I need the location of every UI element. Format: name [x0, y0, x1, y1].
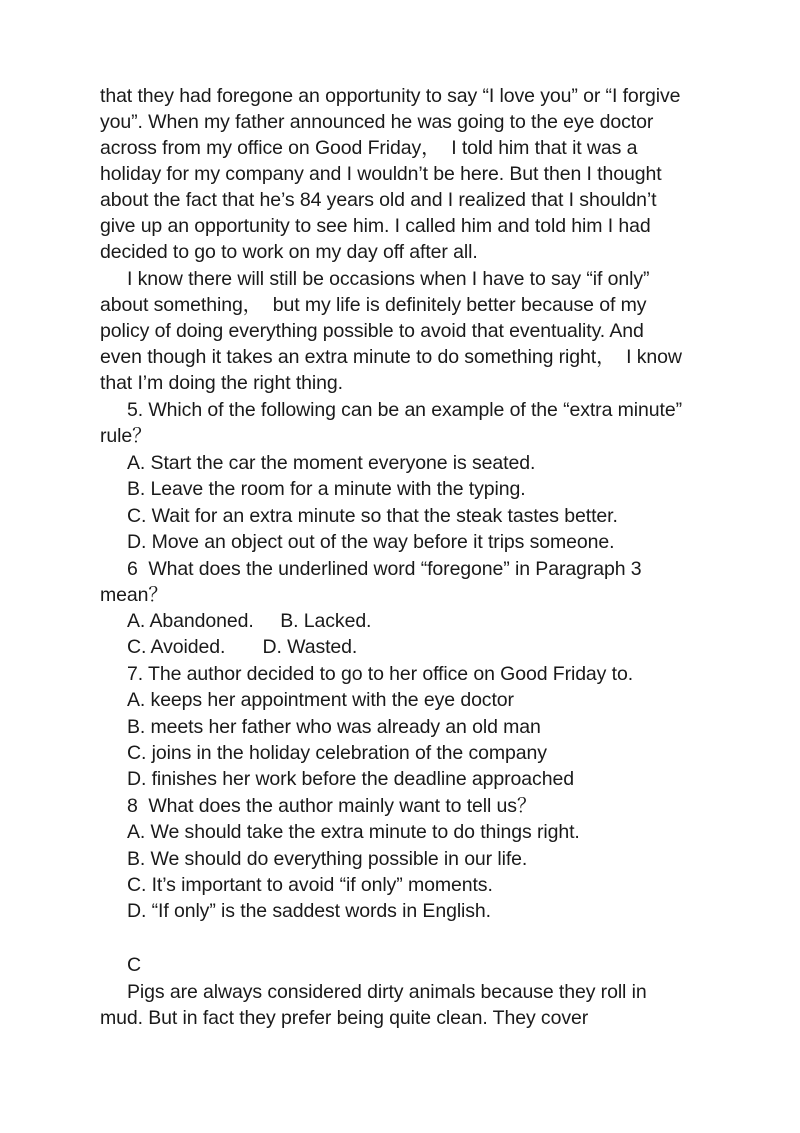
- question-stem: 7. The author decided to go to her office on Good Friday to.: [127, 663, 634, 685]
- answer-option: D. finishes her work before the deadline approached: [127, 768, 574, 790]
- body-line: policy of doing everything possible to avoid that eventuality. And: [100, 320, 644, 342]
- question-stem: 6 What does the underlined word “foregone” in Paragraph 3: [127, 558, 642, 580]
- answer-option: A. keeps her appointment with the eye doctor: [127, 689, 514, 711]
- body-line: Pigs are always considered dirty animals because they roll in: [127, 981, 647, 1003]
- body-line: decided to go to work on my day off after all.: [100, 241, 478, 263]
- question-stem: 5. Which of the following can be an example of the “extra minute”: [127, 399, 682, 421]
- body-line: holiday for my company and I wouldn’t be here. But then I thought: [100, 163, 662, 185]
- question-stem: mean？: [100, 584, 168, 606]
- body-line: that I’m doing the right thing.: [100, 372, 343, 394]
- answer-option: B. We should do everything possible in our life.: [127, 848, 528, 870]
- body-line: about the fact that he’s 84 years old and I realized that I shouldn’t: [100, 189, 657, 211]
- body-line: that they had foregone an opportunity to say “I love you” or “I forgive: [100, 85, 681, 107]
- body-line: I know there will still be occasions when I have to say “if only”: [127, 268, 650, 290]
- answer-option: C. joins in the holiday celebration of the company: [127, 742, 547, 764]
- question-stem: rule？: [100, 425, 152, 447]
- answer-option: D. Move an object out of the way before it trips someone.: [127, 531, 615, 553]
- answer-option: A. Start the car the moment everyone is seated.: [127, 452, 536, 474]
- answer-option: A. Abandoned. B. Lacked.: [127, 610, 372, 632]
- answer-option: C. Avoided. D. Wasted.: [127, 636, 358, 658]
- answer-option: D. “If only” is the saddest words in English.: [127, 900, 491, 922]
- answer-option: B. meets her father who was already an old man: [127, 716, 541, 738]
- answer-option: B. Leave the room for a minute with the typing.: [127, 478, 526, 500]
- body-line: mud. But in fact they prefer being quite clean. They cover: [100, 1007, 589, 1029]
- answer-option: A. We should take the extra minute to do things right.: [127, 821, 580, 843]
- section-heading: C: [127, 954, 141, 976]
- body-line: give up an opportunity to see him. I called him and told him I had: [100, 215, 651, 237]
- body-line: even though it takes an extra minute to do something right， I know: [100, 346, 682, 368]
- answer-option: C. Wait for an extra minute so that the steak tastes better.: [127, 505, 618, 527]
- body-line: you”. When my father announced he was going to the eye doctor: [100, 111, 654, 133]
- question-stem: 8 What does the author mainly want to tell us？: [127, 795, 537, 817]
- body-line: about something， but my life is definitely better because of my: [100, 294, 647, 316]
- answer-option: C. It’s important to avoid “if only” moments.: [127, 874, 493, 896]
- body-line: across from my office on Good Friday， I told him that it was a: [100, 137, 638, 159]
